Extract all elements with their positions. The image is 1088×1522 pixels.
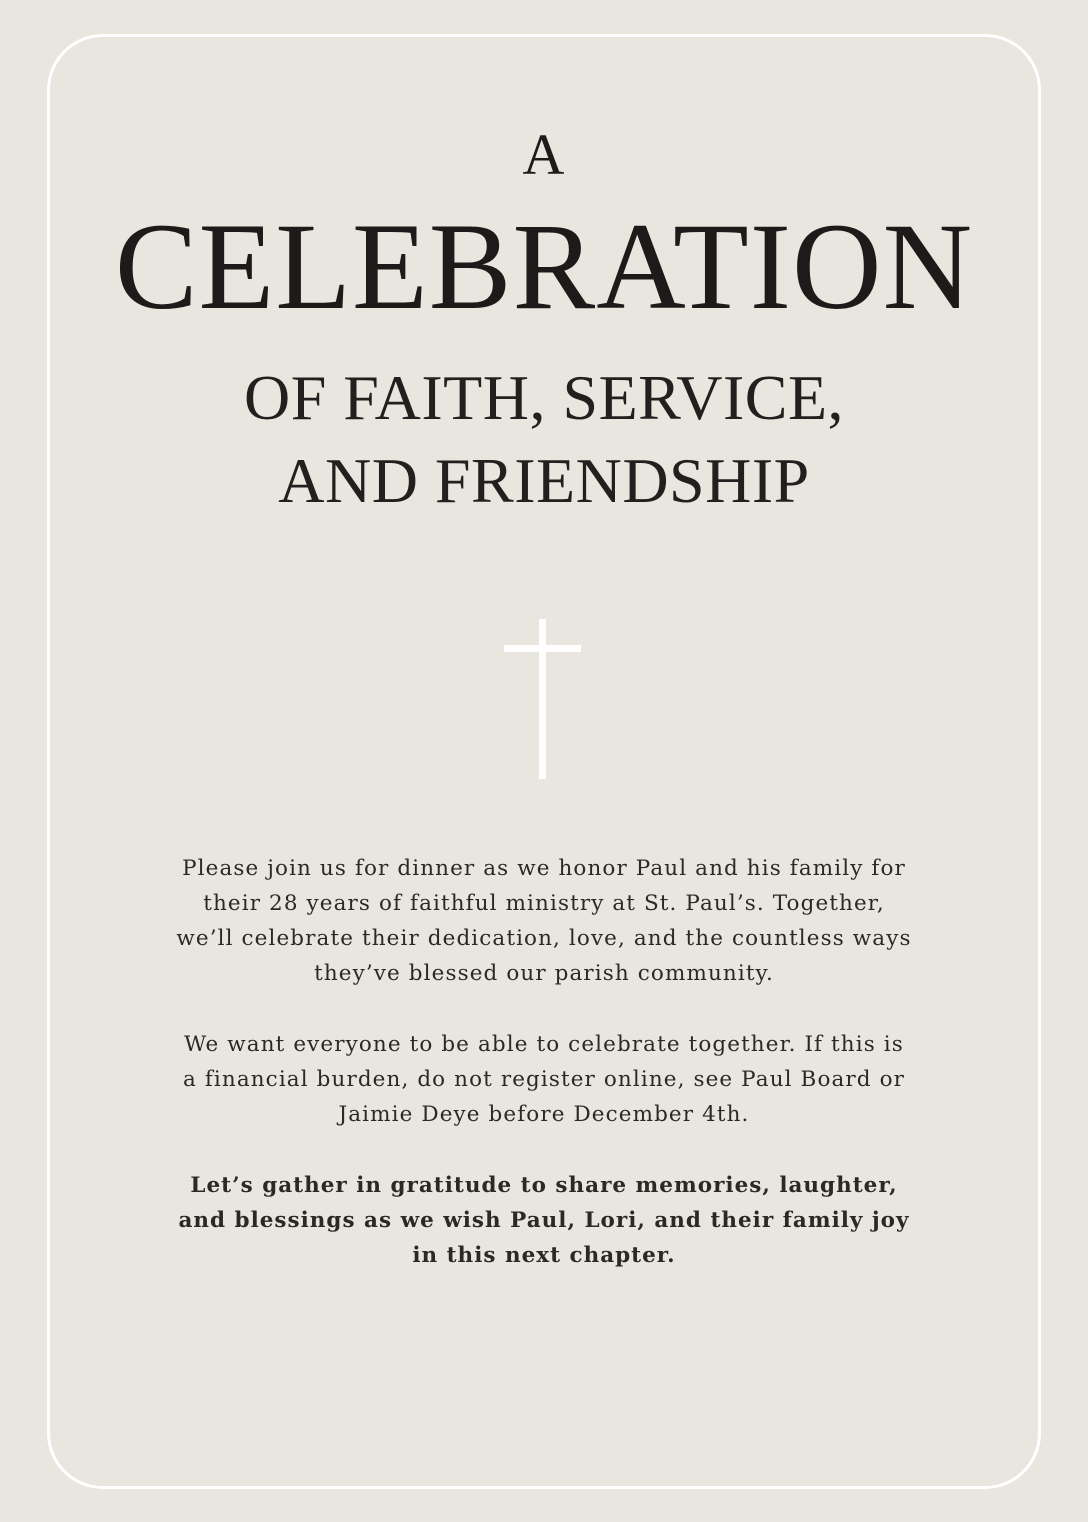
paragraph-invitation: Please join us for dinner as we honor Paul and his family for their 28 years of faithful ministry at St. Paul’s. Together, we’ll celebrate their dedication, love, and the countless ways they’ve blessed our parish community. bbox=[176, 855, 912, 986]
border-line-right bbox=[1038, 88, 1041, 1435]
border-corner-bottom-right bbox=[982, 1430, 1041, 1489]
subtitle bbox=[100, 356, 988, 522]
border-line-left bbox=[47, 88, 50, 1435]
subtitle-line-2: AND FRIENDSHIP bbox=[278, 445, 810, 517]
card-content bbox=[100, 34, 988, 1489]
paragraph-closing: Let’s gather in gratitude to share memories, laughter, and blessings as we wish Paul, Lori, and their family joy in this next chapter. bbox=[178, 1172, 910, 1268]
cross-icon bbox=[484, 619, 604, 779]
paragraph-registration-note: We want everyone to be able to celebrate together. If this is a financial burden, do not register online, see Paul Board or Jaimie Deye before December 4th. bbox=[182, 1031, 906, 1127]
subtitle-line-1: OF FAITH, SERVICE, bbox=[243, 362, 845, 434]
border-corner-top-right bbox=[982, 34, 1041, 93]
border-corner-top-left bbox=[47, 34, 106, 93]
body-text bbox=[100, 851, 988, 1273]
border-corner-bottom-left bbox=[47, 1430, 106, 1489]
title-line-a: A bbox=[522, 122, 566, 187]
page-title: CELEBRATION bbox=[114, 198, 974, 335]
ornament-area bbox=[100, 619, 988, 779]
